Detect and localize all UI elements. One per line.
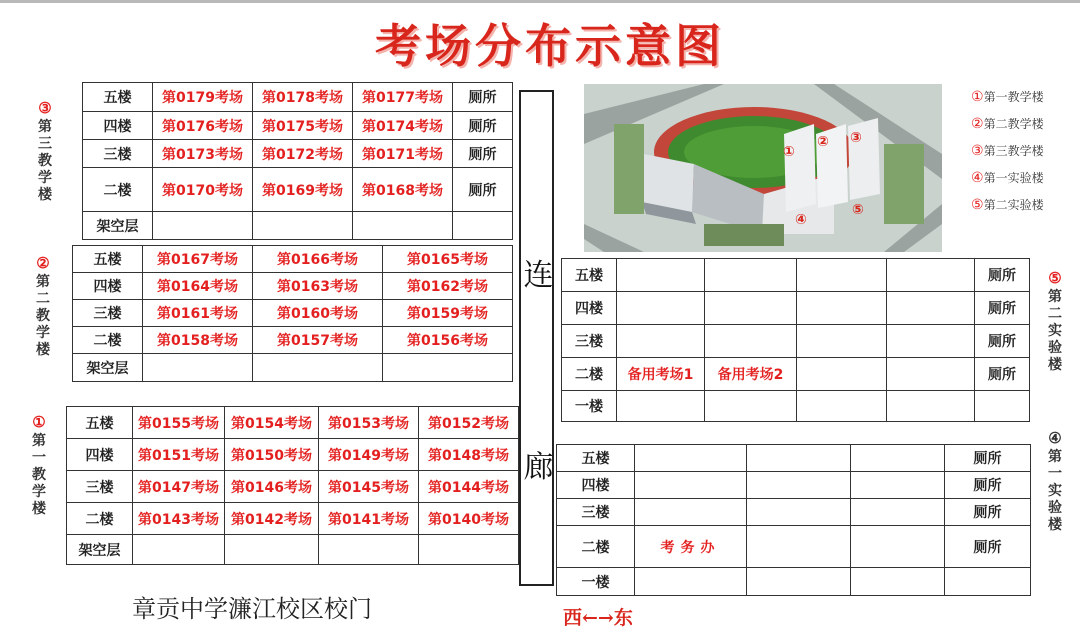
- exam-room-cell: 第0174考场: [353, 112, 453, 140]
- floor-row: [73, 273, 513, 300]
- toilet-cell: 厕所: [975, 325, 1030, 358]
- exam-room-cell: 第0167考场: [143, 246, 253, 273]
- floor-label: 四楼: [562, 292, 617, 325]
- toilet-cell: 厕所: [945, 499, 1031, 526]
- corridor-char-2: 廊: [523, 450, 554, 485]
- exam-room-cell: 第0144考场: [419, 471, 519, 503]
- exam-room-cell: [851, 472, 945, 499]
- exam-room-cell: 第0161考场: [143, 300, 253, 327]
- corridor: [519, 90, 554, 586]
- exam-room-cell: [797, 259, 887, 292]
- floor-row: [557, 499, 1031, 526]
- floor-row: [73, 354, 513, 382]
- exam-room-cell: 第0165考场: [383, 246, 513, 273]
- exam-room-cell: [797, 358, 887, 391]
- exam-room-cell: [225, 535, 319, 565]
- building-label-1: [28, 414, 50, 518]
- toilet-cell: [453, 212, 513, 240]
- floor-row: [562, 391, 1030, 422]
- photo-marker-5: ⑤: [852, 202, 864, 218]
- table-lab-building-2: [561, 258, 1030, 422]
- floor-label: 四楼: [67, 439, 133, 471]
- floor-row: [73, 246, 513, 273]
- floor-row: [67, 471, 519, 503]
- exam-room-cell: 第0149考场: [319, 439, 419, 471]
- floor-row: [83, 83, 513, 112]
- building-number-3: ③: [38, 99, 52, 117]
- floor-label: 架空层: [73, 354, 143, 382]
- campus-aerial-image: [584, 84, 942, 252]
- toilet-cell: 厕所: [945, 472, 1031, 499]
- exam-room-cell: 第0179考场: [153, 83, 253, 112]
- exam-room-cell: [747, 499, 851, 526]
- floor-label: 四楼: [83, 112, 153, 140]
- building-name-lab-1: 第 一 实 验 楼: [1048, 449, 1062, 533]
- exam-room-cell: 第0170考场: [153, 168, 253, 212]
- exam-room-cell: [143, 354, 253, 382]
- compass-arrow: ←→: [582, 607, 614, 629]
- exam-room-cell: [797, 292, 887, 325]
- exam-room-cell: [319, 535, 419, 565]
- floor-label: 一楼: [557, 568, 635, 596]
- floor-row: [562, 358, 1030, 391]
- floor-row: [73, 327, 513, 354]
- building-legend: [971, 84, 1071, 219]
- photo-marker-2: ②: [817, 134, 829, 150]
- floor-row: [83, 112, 513, 140]
- exam-room-cell: [747, 445, 851, 472]
- exam-room-cell: [887, 259, 975, 292]
- exam-room-cell: 第0157考场: [253, 327, 383, 354]
- floor-row: [83, 212, 513, 240]
- toilet-cell: 厕所: [453, 83, 513, 112]
- floor-label: 五楼: [83, 83, 153, 112]
- campus-illustration: [584, 84, 942, 252]
- table-building-3: [82, 82, 513, 240]
- floor-row: [83, 168, 513, 212]
- floor-label: 三楼: [562, 325, 617, 358]
- exam-room-cell: 第0177考场: [353, 83, 453, 112]
- floor-row: [67, 503, 519, 535]
- building-name-3: 第 三 教 学 楼: [38, 119, 52, 203]
- floor-row: [67, 535, 519, 565]
- exam-room-cell: [635, 499, 747, 526]
- exam-room-cell: [705, 391, 797, 422]
- exam-room-cell: 第0150考场: [225, 439, 319, 471]
- exam-room-cell: [353, 212, 453, 240]
- legend-item: ③第三教学楼: [971, 143, 1044, 159]
- exam-room-cell: [253, 212, 353, 240]
- toilet-cell: 厕所: [975, 358, 1030, 391]
- floor-label: 三楼: [73, 300, 143, 327]
- floor-label: 二楼: [562, 358, 617, 391]
- floor-label: 三楼: [557, 499, 635, 526]
- toilet-cell: 厕所: [453, 112, 513, 140]
- floor-label: 二楼: [67, 503, 133, 535]
- building-name-lab-2: 第 二 实 验 楼: [1048, 289, 1062, 373]
- floor-row: [562, 292, 1030, 325]
- exam-room-cell: 第0147考场: [133, 471, 225, 503]
- exam-room-cell: [635, 445, 747, 472]
- table-building-1: [66, 406, 519, 565]
- toilet-cell: 厕所: [975, 259, 1030, 292]
- exam-room-cell: [705, 325, 797, 358]
- exam-room-cell: [797, 391, 887, 422]
- exam-room-cell: 第0145考场: [319, 471, 419, 503]
- exam-room-cell: [253, 354, 383, 382]
- exam-room-cell: 第0169考场: [253, 168, 353, 212]
- exam-room-cell: [383, 354, 513, 382]
- exam-room-cell: 第0160考场: [253, 300, 383, 327]
- floor-label: 二楼: [83, 168, 153, 212]
- exam-room-cell: [635, 472, 747, 499]
- toilet-cell: [945, 568, 1031, 596]
- exam-room-cell: [635, 568, 747, 596]
- exam-room-cell: [851, 445, 945, 472]
- floor-label: 四楼: [73, 273, 143, 300]
- building-number-lab-1: ④: [1048, 429, 1062, 447]
- toilet-cell: 厕所: [453, 140, 513, 168]
- exam-room-cell: [705, 259, 797, 292]
- exam-room-cell: 备用考场2: [705, 358, 797, 391]
- exam-room-cell: 考务办: [635, 526, 747, 568]
- floor-label: 二楼: [557, 526, 635, 568]
- photo-marker-1: ①: [783, 144, 795, 160]
- exam-room-cell: [851, 568, 945, 596]
- corridor-char-1: 连: [523, 258, 554, 293]
- table-body-building-3: [83, 83, 513, 240]
- building-label-2: [32, 255, 54, 359]
- exam-room-cell: 第0151考场: [133, 439, 225, 471]
- table-body-lab-building-1: [557, 445, 1031, 596]
- toilet-cell: 厕所: [945, 445, 1031, 472]
- building-number-1: ①: [32, 413, 46, 431]
- exam-room-cell: 第0159考场: [383, 300, 513, 327]
- floor-label: 三楼: [67, 471, 133, 503]
- exam-room-cell: [133, 535, 225, 565]
- exam-room-cell: 第0148考场: [419, 439, 519, 471]
- exam-room-cell: [851, 526, 945, 568]
- floor-label: 架空层: [83, 212, 153, 240]
- building-number-2: ②: [36, 254, 50, 272]
- building-label-3: [34, 100, 56, 204]
- exam-room-cell: 第0178考场: [253, 83, 353, 112]
- exam-room-cell: 第0173考场: [153, 140, 253, 168]
- compass-west: 西: [563, 607, 583, 629]
- exam-room-cell: 第0168考场: [353, 168, 453, 212]
- compass-east: 东: [613, 607, 633, 629]
- exam-room-cell: 第0175考场: [253, 112, 353, 140]
- legend-item: ④第一实验楼: [971, 170, 1044, 186]
- floor-row: [73, 300, 513, 327]
- exam-room-cell: [851, 499, 945, 526]
- exam-room-cell: 第0158考场: [143, 327, 253, 354]
- exam-room-cell: [705, 292, 797, 325]
- floor-row: [83, 140, 513, 168]
- exam-room-cell: [617, 391, 705, 422]
- floor-label: 五楼: [557, 445, 635, 472]
- toilet-cell: 厕所: [945, 526, 1031, 568]
- exam-room-cell: 第0162考场: [383, 273, 513, 300]
- floor-label: 四楼: [557, 472, 635, 499]
- page-title: 考场分布示意图: [375, 19, 725, 73]
- exam-room-cell: 第0163考场: [253, 273, 383, 300]
- building-name-2: 第 二 教 学 楼: [36, 274, 50, 358]
- table-lab-building-1: [556, 444, 1031, 596]
- exam-room-cell: 第0176考场: [153, 112, 253, 140]
- floor-label: 三楼: [83, 140, 153, 168]
- table-body-building-1: [67, 407, 519, 565]
- floor-label: 一楼: [562, 391, 617, 422]
- floor-label: 架空层: [67, 535, 133, 565]
- building-label-lab-1: [1044, 430, 1066, 534]
- floor-label: 五楼: [67, 407, 133, 439]
- exam-room-cell: [747, 526, 851, 568]
- exam-room-cell: [617, 325, 705, 358]
- exam-room-cell: [887, 358, 975, 391]
- exam-room-cell: [747, 568, 851, 596]
- exam-room-cell: 第0143考场: [133, 503, 225, 535]
- exam-room-cell: 第0146考场: [225, 471, 319, 503]
- table-body-building-2: [73, 246, 513, 382]
- exam-room-cell: [617, 259, 705, 292]
- floor-label: 五楼: [562, 259, 617, 292]
- toilet-cell: 厕所: [975, 292, 1030, 325]
- exam-room-cell: 第0155考场: [133, 407, 225, 439]
- exam-room-cell: 第0171考场: [353, 140, 453, 168]
- exam-room-cell: 第0166考场: [253, 246, 383, 273]
- floor-label: 五楼: [73, 246, 143, 273]
- exam-room-cell: 第0142考场: [225, 503, 319, 535]
- building-label-lab-2: [1044, 270, 1066, 374]
- legend-item: ②第二教学楼: [971, 116, 1044, 132]
- building-number-lab-2: ⑤: [1048, 269, 1062, 287]
- exam-room-cell: 第0156考场: [383, 327, 513, 354]
- exam-room-cell: [617, 292, 705, 325]
- exam-room-cell: [797, 325, 887, 358]
- legend-item: ⑤第二实验楼: [971, 197, 1044, 213]
- floor-row: [557, 568, 1031, 596]
- floor-row: [562, 325, 1030, 358]
- floor-row: [557, 445, 1031, 472]
- floor-row: [562, 259, 1030, 292]
- floor-row: [67, 407, 519, 439]
- exam-room-cell: 第0164考场: [143, 273, 253, 300]
- exam-room-cell: [153, 212, 253, 240]
- photo-marker-4: ④: [795, 212, 807, 228]
- table-body-lab-building-2: [562, 259, 1030, 422]
- school-gate-label: 章贡中学濂江校区校门: [132, 595, 372, 623]
- exam-room-cell: [887, 391, 975, 422]
- compass-direction: [563, 603, 633, 630]
- exam-room-cell: [747, 472, 851, 499]
- exam-room-cell: [887, 292, 975, 325]
- floor-label: 二楼: [73, 327, 143, 354]
- exam-room-cell: 第0152考场: [419, 407, 519, 439]
- building-name-1: 第 一 教 学 楼: [32, 433, 46, 517]
- floor-row: [67, 439, 519, 471]
- legend-item: ①第一教学楼: [971, 89, 1044, 105]
- exam-room-cell: 第0153考场: [319, 407, 419, 439]
- floor-row: [557, 472, 1031, 499]
- exam-room-cell: 第0172考场: [253, 140, 353, 168]
- exam-room-cell: 第0140考场: [419, 503, 519, 535]
- exam-room-cell: 第0154考场: [225, 407, 319, 439]
- photo-marker-3: ③: [850, 130, 862, 146]
- top-border: [0, 0, 1080, 3]
- exam-room-cell: 备用考场1: [617, 358, 705, 391]
- exam-room-cell: 第0141考场: [319, 503, 419, 535]
- table-building-2: [72, 245, 513, 382]
- floor-row: [557, 526, 1031, 568]
- exam-room-cell: [887, 325, 975, 358]
- exam-room-cell: [419, 535, 519, 565]
- toilet-cell: [975, 391, 1030, 422]
- toilet-cell: 厕所: [453, 168, 513, 212]
